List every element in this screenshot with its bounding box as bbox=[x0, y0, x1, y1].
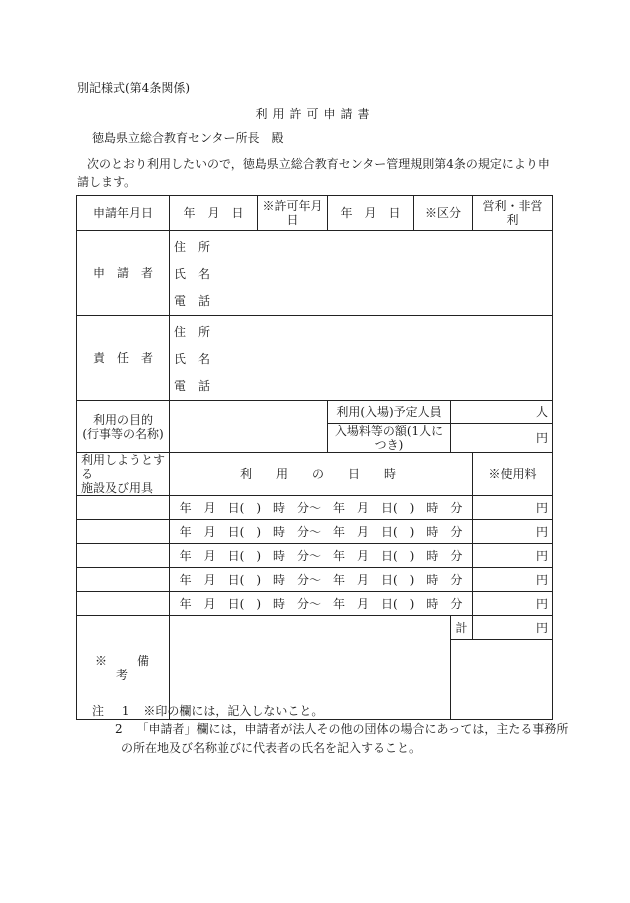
remarks-field-extension bbox=[451, 640, 553, 720]
row-responsible bbox=[77, 316, 553, 401]
purpose-label-line2: (行事等の名称) bbox=[82, 426, 164, 441]
facility-fee[interactable]: 円 bbox=[473, 568, 553, 592]
row-application-date bbox=[77, 196, 553, 231]
row-facilities-header bbox=[77, 453, 553, 496]
row-remarks-total bbox=[77, 616, 553, 640]
facility-datetime[interactable]: 年 月 日( ) 時 分〜 年 月 日( ) 時 分 bbox=[170, 496, 473, 520]
row-applicant bbox=[77, 231, 553, 316]
applicant-details[interactable] bbox=[170, 231, 553, 316]
facility-datetime[interactable]: 年 月 日( ) 時 分〜 年 月 日( ) 時 分 bbox=[170, 568, 473, 592]
facility-datetime[interactable]: 年 月 日( ) 時 分〜 年 月 日( ) 時 分 bbox=[170, 520, 473, 544]
facilities-label-line1: 利用しようとする bbox=[81, 453, 166, 481]
responsible-details[interactable] bbox=[170, 316, 553, 401]
note-2 bbox=[115, 720, 568, 739]
facility-name-field[interactable] bbox=[77, 568, 170, 592]
applicant-phone-label: 電 話 bbox=[174, 294, 211, 308]
datetime-header: 利 用 の 日 時 bbox=[170, 453, 473, 496]
note-1-number: 1 bbox=[121, 704, 130, 718]
responsible-address-label: 住 所 bbox=[174, 325, 211, 339]
page-title: 利用許可申請書 bbox=[255, 107, 375, 121]
note-2-continued: の所在地及び名称並びに代表者の氏名を記入すること。 bbox=[121, 741, 422, 755]
category-value[interactable]: 営利・非営利 bbox=[473, 196, 553, 231]
application-date-label: 申請年月日 bbox=[77, 196, 170, 231]
application-form-table bbox=[76, 195, 553, 720]
facility-fee[interactable]: 円 bbox=[473, 544, 553, 568]
facility-fee[interactable]: 円 bbox=[473, 496, 553, 520]
facility-row bbox=[77, 496, 553, 520]
facility-row bbox=[77, 592, 553, 616]
application-date-field[interactable]: 年 月 日 bbox=[170, 196, 258, 231]
applicant-address-label: 住 所 bbox=[174, 240, 211, 254]
responsible-phone-label: 電 話 bbox=[174, 379, 211, 393]
expected-people-label: 利用(入場)予定人員 bbox=[328, 401, 451, 424]
applicant-label: 申 請 者 bbox=[77, 231, 170, 316]
facility-datetime[interactable]: 年 月 日( ) 時 分〜 年 月 日( ) 時 分 bbox=[170, 592, 473, 616]
remarks-label: ※ 備 考 bbox=[77, 616, 170, 720]
responsible-name-label: 氏 名 bbox=[174, 352, 211, 366]
addressee: 徳島県立総合教育センター所長 殿 bbox=[92, 131, 284, 145]
note-2-number: 2 bbox=[115, 722, 123, 736]
note-prefix: 注 bbox=[92, 704, 105, 718]
purpose-label-line1: 利用の目的 bbox=[92, 412, 153, 427]
total-fee[interactable]: 円 bbox=[473, 616, 553, 640]
note-1 bbox=[92, 702, 323, 721]
purpose-label bbox=[77, 401, 170, 453]
purpose-field[interactable] bbox=[170, 401, 328, 453]
facility-row bbox=[77, 520, 553, 544]
total-label: 計 bbox=[451, 616, 473, 640]
facility-row bbox=[77, 544, 553, 568]
facility-fee[interactable]: 円 bbox=[473, 520, 553, 544]
facility-fee[interactable]: 円 bbox=[473, 592, 553, 616]
intro-text: 次のとおり利用したいので，徳島県立総合教育センター管理規則第4条の規定により申請します。 bbox=[77, 157, 550, 189]
facility-name-field[interactable] bbox=[77, 496, 170, 520]
facilities-label-line2: 施設及び用具 bbox=[81, 481, 154, 495]
facility-datetime[interactable]: 年 月 日( ) 時 分〜 年 月 日( ) 時 分 bbox=[170, 544, 473, 568]
applicant-name-label: 氏 名 bbox=[174, 267, 211, 281]
category-label: ※区分 bbox=[414, 196, 473, 231]
facility-name-field[interactable] bbox=[77, 520, 170, 544]
form-label: 別記様式(第4条関係) bbox=[77, 81, 190, 95]
facility-row bbox=[77, 568, 553, 592]
permit-date-label: ※許可年月日 bbox=[258, 196, 328, 231]
responsible-label: 責 任 者 bbox=[77, 316, 170, 401]
facility-name-field[interactable] bbox=[77, 544, 170, 568]
facilities-label bbox=[77, 453, 170, 496]
note-2-text-line1: 「申請者」欄には，申請者が法人その他の団体の場合にあっては，主たる事務所 bbox=[136, 722, 569, 736]
permit-date-field[interactable]: 年 月 日 bbox=[328, 196, 414, 231]
usage-fee-header: ※使用料 bbox=[473, 453, 553, 496]
fee-field[interactable]: 円 bbox=[451, 424, 553, 453]
note-1-text: ※印の欄には，記入しないこと。 bbox=[143, 704, 324, 718]
fee-label: 入場料等の額(1人につき) bbox=[328, 424, 451, 453]
expected-people-field[interactable]: 人 bbox=[451, 401, 553, 424]
row-purpose-1 bbox=[77, 401, 553, 424]
facility-name-field[interactable] bbox=[77, 592, 170, 616]
